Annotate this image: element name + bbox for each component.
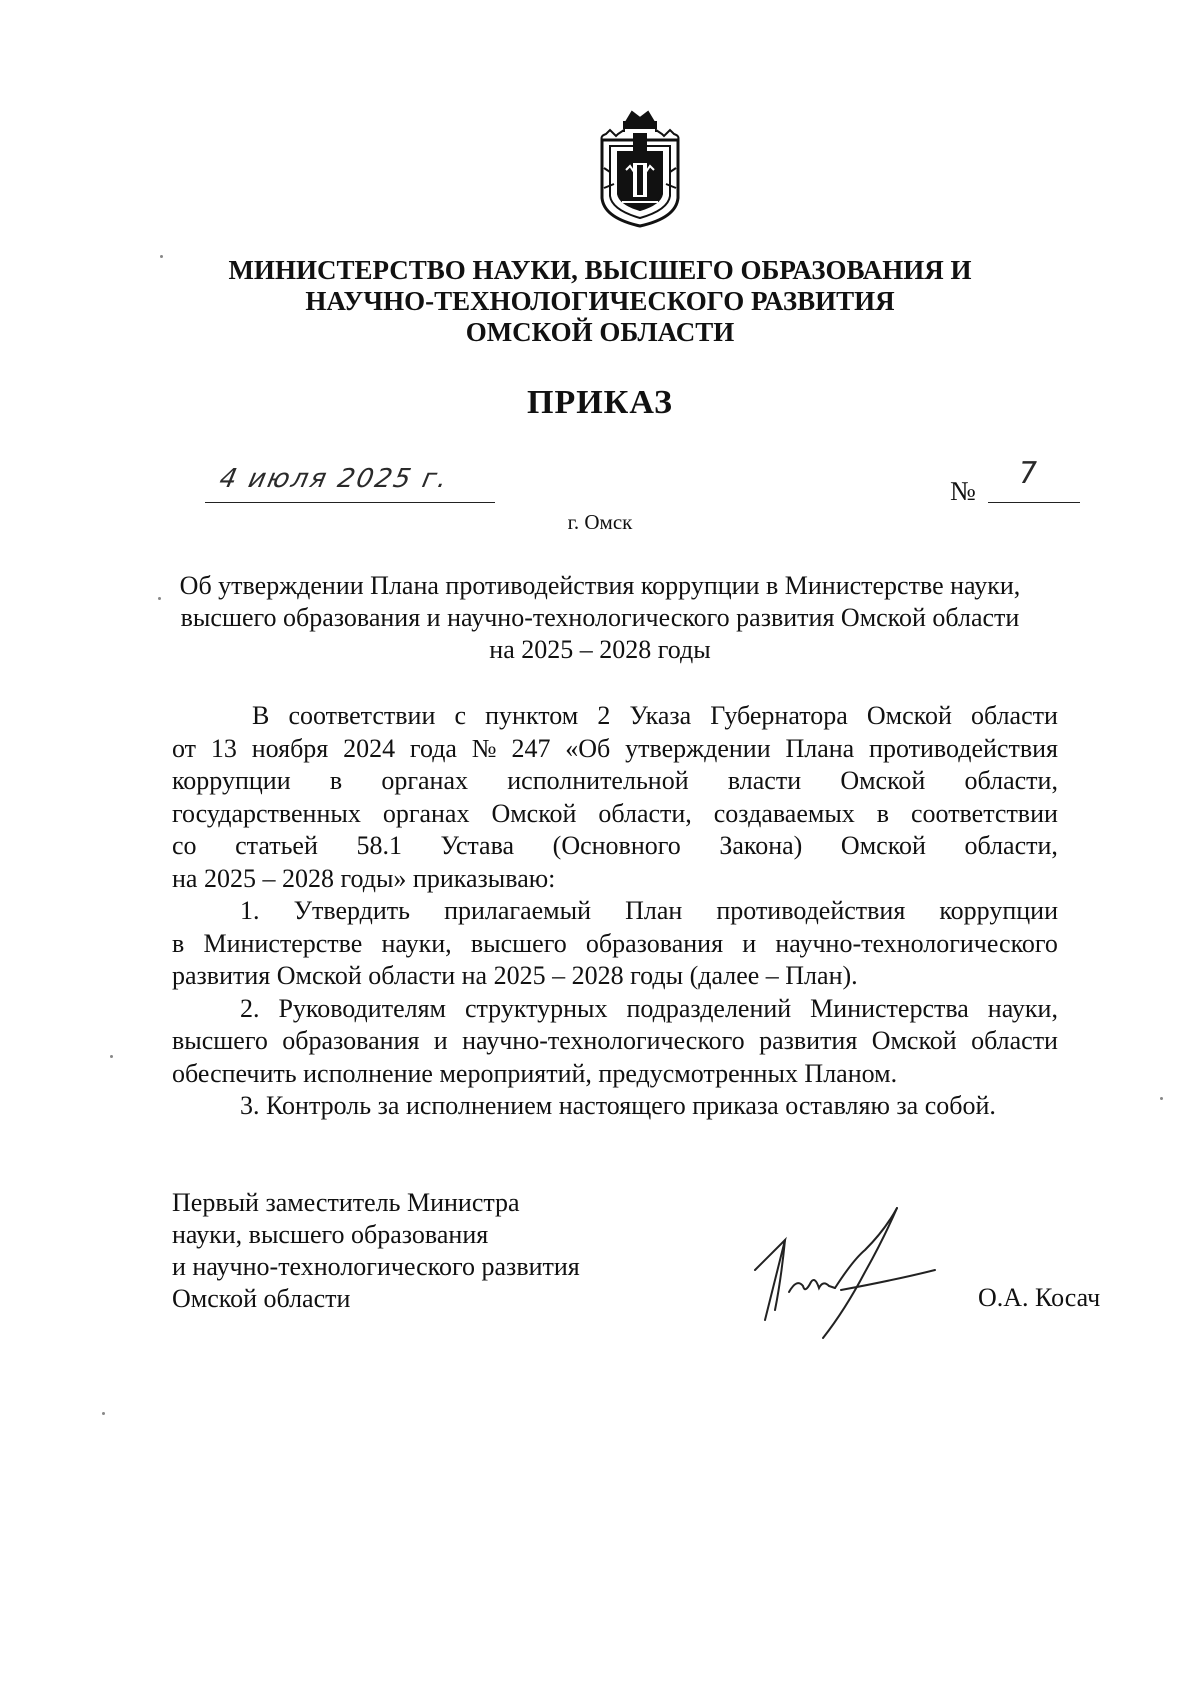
preamble-line-6 <box>172 863 1058 896</box>
word: от <box>172 733 197 763</box>
signer-position-line-4: Омской области <box>172 1284 351 1313</box>
handwritten-date: 4 июля 2025 г. <box>216 464 452 494</box>
word: органах <box>382 798 470 828</box>
signer-name: О.А. Косач <box>978 1283 1101 1312</box>
item-1-line-2 <box>172 928 1058 961</box>
signer-position-line-2: науки, высшего образования <box>172 1220 489 1249</box>
item-1-line-1 <box>172 895 1058 928</box>
word: В <box>252 701 270 730</box>
omsk-coat-of-arms-icon <box>596 110 684 228</box>
word: Омской <box>840 766 926 795</box>
word: области, <box>964 831 1058 860</box>
word: План <box>625 896 683 925</box>
word: статьей <box>235 831 318 860</box>
word: области, <box>598 798 692 828</box>
word: 2024 <box>343 733 396 763</box>
word: исполнительной <box>507 766 689 795</box>
word: пунктом <box>485 701 579 730</box>
subject-line-2: высшего образования и научно-технологического развития Омской области <box>180 603 1020 632</box>
word: утверждении <box>625 733 771 763</box>
word: высшего <box>470 928 567 958</box>
word: власти <box>727 766 802 795</box>
ministry-line-1: МИНИСТЕРСТВО НАУКИ, ВЫСШЕГО ОБРАЗОВАНИЯ И <box>228 255 972 285</box>
scan-speck <box>102 1412 105 1415</box>
word: 1. <box>240 896 260 925</box>
word: ноября <box>251 733 329 763</box>
word: создаваемых <box>713 798 855 828</box>
word: Омской <box>866 701 952 730</box>
word: 247 <box>511 733 551 763</box>
signer-position-line-3: и научно-технологического развития <box>172 1252 580 1281</box>
word: соответствии <box>288 701 436 730</box>
word: 2 <box>597 701 611 730</box>
item-2-line-2 <box>172 1025 1058 1058</box>
word: органах <box>381 766 469 795</box>
word: Указа <box>629 701 692 730</box>
word: науки, <box>381 928 452 958</box>
word: Утвердить <box>293 896 411 925</box>
word: Омской <box>840 831 926 860</box>
word: коррупции <box>939 896 1058 925</box>
word: области <box>970 701 1058 730</box>
item-2-line-3 <box>172 1058 1058 1091</box>
signer-position-line-1: Первый заместитель Министра <box>172 1188 520 1217</box>
word: № <box>471 733 497 763</box>
item-3-text: 3. Контроль за исполнением настоящего приказа оставляю за собой. <box>240 1091 996 1120</box>
word: в <box>876 798 890 828</box>
word: структурных <box>464 993 608 1023</box>
word: Омской <box>871 1026 957 1055</box>
word: прилагаемый <box>444 896 592 925</box>
preamble-line-4 <box>172 798 1058 831</box>
city: г. Омск <box>567 510 633 534</box>
word: и <box>433 1026 448 1055</box>
word: с <box>454 701 467 730</box>
word: Плана <box>785 733 855 763</box>
word: года <box>409 733 457 763</box>
order-subject <box>160 570 1040 666</box>
word: области, <box>964 766 1058 795</box>
handwritten-number: 7 <box>1014 456 1041 491</box>
word: 13 <box>210 733 237 763</box>
word: (Основного <box>552 831 681 860</box>
word: высшего <box>172 1026 268 1055</box>
word: научно-технологического <box>462 1026 745 1055</box>
word: образования <box>585 928 724 958</box>
order-body <box>172 700 1058 1123</box>
word: государственных <box>172 798 361 828</box>
word: коррупции <box>172 766 291 795</box>
preamble-line-5 <box>172 830 1058 863</box>
word: Министерстве <box>203 928 363 958</box>
preamble-line-3 <box>172 765 1058 798</box>
item-3 <box>172 1090 1058 1123</box>
word: Министерства <box>810 993 969 1023</box>
word: Закона) <box>719 831 803 860</box>
word: Губернатора <box>710 701 848 730</box>
preamble-line-2 <box>172 733 1058 766</box>
word: противодействия <box>716 896 906 925</box>
word: подразделений <box>626 993 792 1023</box>
word: Руководителям <box>278 993 446 1023</box>
word: 58.1 <box>356 831 402 860</box>
word: 2. <box>240 993 260 1023</box>
subject-line-1: Об утверждении Плана противодействия коррупции в Министерстве науки, <box>179 571 1021 600</box>
signer-position <box>172 1187 580 1315</box>
word: в <box>329 766 343 795</box>
preamble-line-1 <box>172 700 1058 733</box>
word: обеспечить исполнение мероприятий, предусмотренных Планом. <box>172 1058 898 1088</box>
word: Устава <box>440 831 515 860</box>
word: со <box>172 831 197 860</box>
word: противодействия <box>869 733 1058 763</box>
item-1-line-3 <box>172 960 1058 993</box>
item-2-line-1 <box>172 993 1058 1026</box>
scan-speck <box>110 1055 113 1058</box>
word: «Об <box>565 733 611 763</box>
word: Омской <box>491 798 577 828</box>
word: науки, <box>987 993 1058 1023</box>
ministry-line-2: НАУЧНО-ТЕХНОЛОГИЧЕСКОГО РАЗВИТИЯ <box>305 286 895 316</box>
word: соответствии <box>911 798 1058 828</box>
ministry-name <box>150 255 1050 348</box>
subject-line-3: на 2025 – 2028 годы <box>489 635 711 664</box>
word: образования <box>282 1026 420 1055</box>
word: развития Омской области на 2025 – 2028 годы (далее – План). <box>172 961 858 990</box>
word: научно-технологического <box>775 928 1058 958</box>
number-label: № <box>950 476 976 506</box>
word: в <box>172 928 185 958</box>
scan-speck <box>1160 1097 1163 1100</box>
word: области <box>971 1026 1058 1055</box>
word: на 2025 – 2028 годы» приказываю: <box>172 863 556 893</box>
word: развития <box>759 1026 858 1055</box>
scan-speck <box>160 255 163 258</box>
ministry-line-3: ОМСКОЙ ОБЛАСТИ <box>465 317 735 347</box>
document-type: ПРИКАЗ <box>527 384 673 421</box>
word: и <box>742 928 757 958</box>
scan-speck <box>158 597 161 600</box>
handwritten-signature-icon <box>745 1200 990 1340</box>
